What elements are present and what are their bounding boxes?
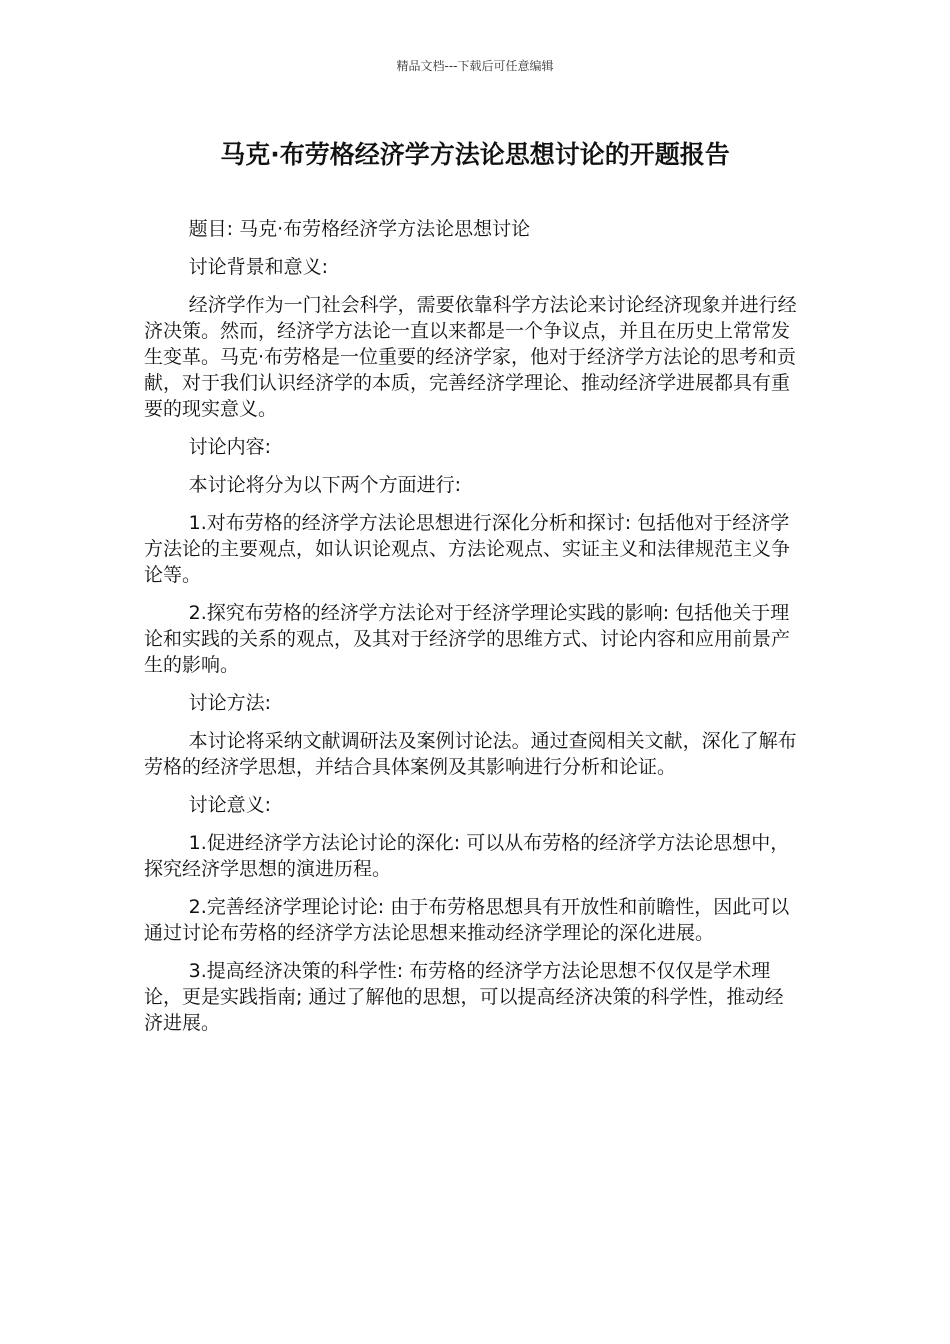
section-heading-content: 讨论内容: xyxy=(188,436,272,458)
document-title: 马克·布劳格经济学方法论思想讨论的开题报告 xyxy=(220,140,730,169)
content-item-2: 2.探究布劳格的经济学方法论对于经济学理论实践的影响: 包括他关于理论和实践的关系的观点，及其对于经济学的思维方式、讨论内容和应用前景产生的影响。 xyxy=(144,602,791,676)
section-heading-background: 讨论背景和意义: xyxy=(188,256,329,278)
significance-item-1: 1.促进经济学方法论讨论的深化: 可以从布劳格的经济学方法论思想中，探究经济学思想的演进历程。 xyxy=(144,832,790,880)
background-paragraph: 经济学作为一门社会科学，需要依靠科学方法论来讨论经济现象并进行经济决策。然而，经济学方法论一直以来都是一个争议点，并且在历史上常常发生变革。马克·布劳格是一位重要的经济学家，他对于经济学方法论的思考和贡献，对于我们认识经济学的本质，完善经济学理论、推动经济学进展都具有重要的现实意义。 xyxy=(144,294,797,420)
significance-item-2: 2.完善经济学理论讨论: 由于布劳格思想具有开放性和前瞻性，因此可以通过讨论布劳格的经济学方法论思想来推动经济学理论的深化进展。 xyxy=(144,896,790,944)
method-paragraph: 本讨论将采纳文献调研法及案例讨论法。通过查阅相关文献，深化了解布劳格的经济学思想，并结合具体案例及其影响进行分析和论证。 xyxy=(144,730,797,778)
document-body xyxy=(144,216,799,1048)
topic-line: 题目: 马克·布劳格经济学方法论思想讨论 xyxy=(188,218,531,240)
section-heading-significance: 讨论意义: xyxy=(188,794,272,816)
header-note: 精品文档---下载后可任意编辑 xyxy=(396,59,554,73)
significance-item-3: 3.提高经济决策的科学性: 布劳格的经济学方法论思想不仅仅是学术理论，更是实践指南; 通过了解他的思想，可以提高经济决策的科学性，推动经济进展。 xyxy=(144,960,784,1034)
content-intro: 本讨论将分为以下两个方面进行: xyxy=(188,474,462,496)
content-item-1: 1.对布劳格的经济学方法论思想进行深化分析和探讨: 包括他对于经济学方法论的主要观点，如认识论观点、方法论观点、实证主义和法律规范主义争论等。 xyxy=(144,512,791,586)
section-heading-method: 讨论方法: xyxy=(188,692,272,714)
